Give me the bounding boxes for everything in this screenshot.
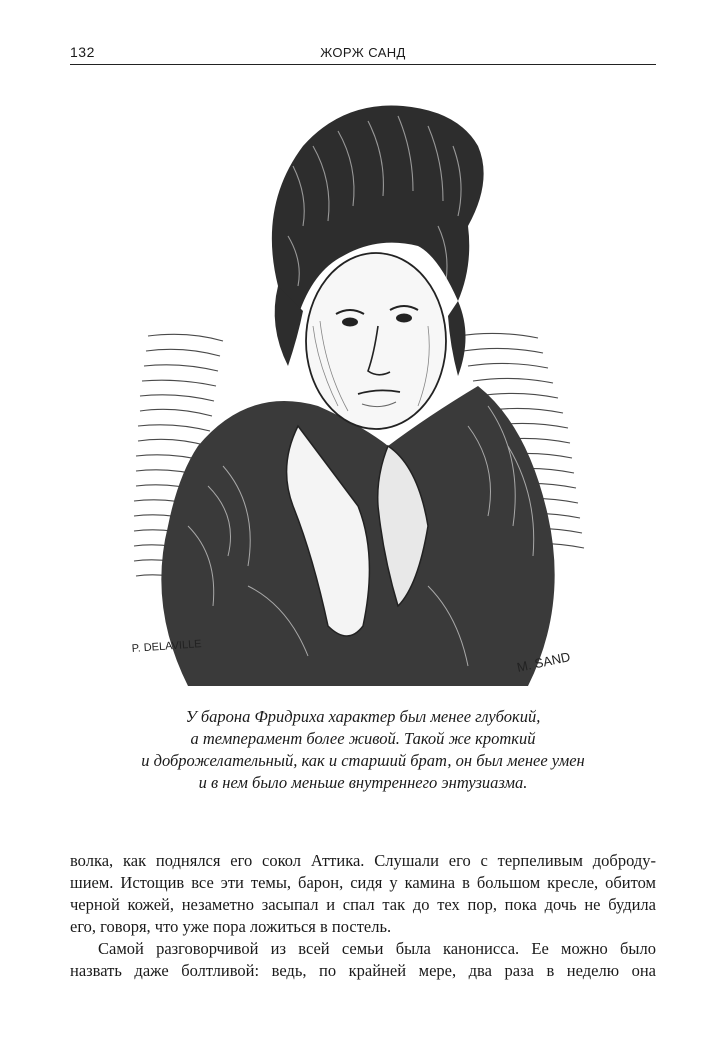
running-title: ЖОРЖ САНД bbox=[320, 45, 406, 60]
body-line: шием. Истощив все эти темы, барон, сидя у камина в большом кресле, обитом bbox=[70, 873, 656, 892]
running-header bbox=[70, 44, 656, 65]
portrait-engraving bbox=[128, 86, 596, 688]
body-text bbox=[70, 850, 656, 982]
illustration-caption bbox=[100, 706, 626, 794]
body-line: назвать даже болтливой: ведь, по крайней мере, два раза в неделю она bbox=[70, 961, 656, 980]
body-line: черной кожей, незаметно засыпал и спал так до тех пор, пока дочь не будила bbox=[70, 895, 656, 914]
caption-line: У барона Фридриха характер был менее глубокий, bbox=[185, 707, 541, 726]
sitter-signature: M. SAND bbox=[515, 648, 572, 675]
body-line: его, говоря, что уже пора ложиться в постель. bbox=[70, 917, 392, 936]
artist-signature: P. DELAVILLE bbox=[131, 638, 202, 655]
caption-line: и доброжелательный, как и старший брат, он был менее умен bbox=[141, 751, 585, 770]
caption-line: а темперамент более живой. Такой же кроткий bbox=[190, 729, 536, 748]
body-line: Самой разговорчивой из всей семьи была канонисса. Ее можно было bbox=[98, 939, 656, 958]
body-line: волка, как поднялся его сокол Аттика. Слушали его с терпеливым доброду- bbox=[70, 851, 656, 870]
portrait-engraving-drawing bbox=[128, 86, 596, 688]
page-number: 132 bbox=[70, 44, 95, 60]
caption-line: и в нем было меньше внутреннего энтузиазма. bbox=[198, 773, 528, 792]
